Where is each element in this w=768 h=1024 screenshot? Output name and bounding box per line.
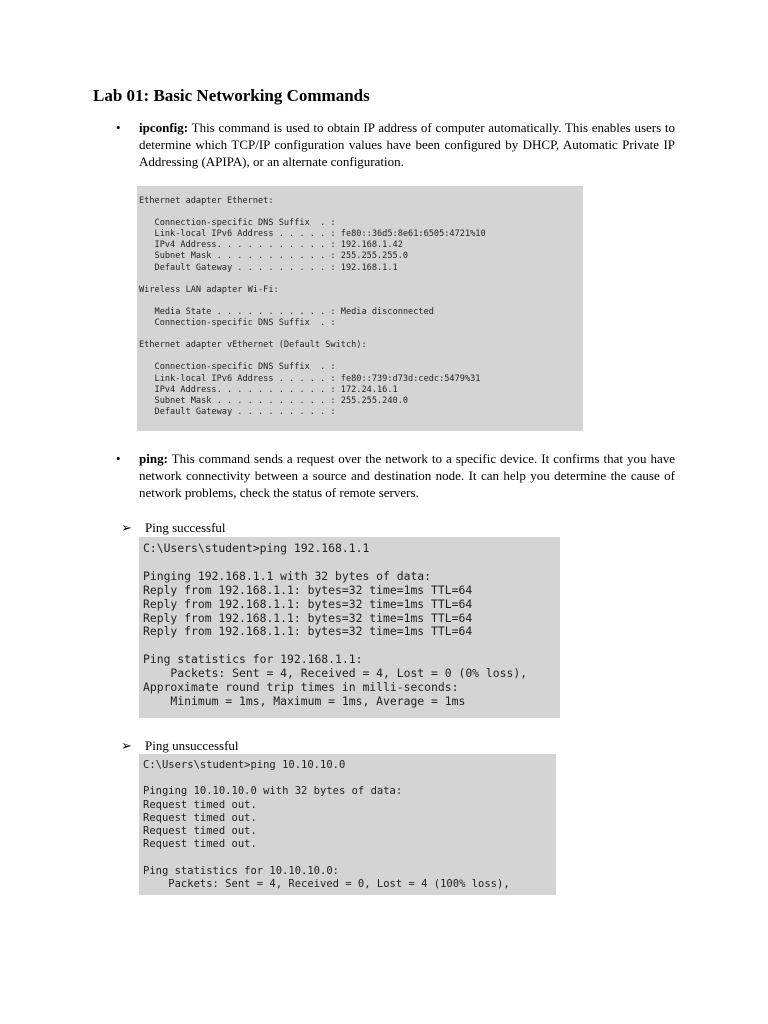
terminal-line: C:\Users\student>ping 192.168.1.1	[143, 541, 370, 555]
terminal-line: Request timed out.	[143, 811, 257, 824]
ping-term: ping:	[139, 451, 168, 466]
terminal-line: Packets: Sent = 4, Received = 4, Lost = 0 (0% loss),	[143, 666, 528, 681]
arrow-bullet-icon: ➢	[121, 738, 132, 753]
ipconfig-output	[137, 186, 583, 431]
terminal-line: C:\Users\student>ping 10.10.10.0	[143, 759, 346, 771]
terminal-line: IPv4 Address. . . . . . . . . . . : 192.168.1.42	[139, 240, 403, 251]
terminal-line	[139, 351, 583, 362]
bullet-icon: •	[116, 451, 121, 466]
terminal-line: Ethernet adapter Ethernet:	[139, 196, 274, 206]
terminal-line: Reply from 192.168.1.1: bytes=32 time=1ms TTL=64	[143, 596, 473, 611]
terminal-line: Default Gateway . . . . . . . . . : 192.168.1.1	[139, 262, 398, 273]
terminal-line	[143, 851, 556, 864]
terminal-line	[139, 274, 583, 285]
ping-successful-output	[139, 537, 560, 718]
terminal-line	[139, 207, 583, 218]
terminal-line: Ping statistics for 10.10.10.0:	[143, 864, 339, 877]
terminal-line: Connection-specific DNS Suffix . :	[139, 362, 336, 373]
terminal-line	[143, 639, 560, 653]
terminal-line: Reply from 192.168.1.1: bytes=32 time=1ms TTL=64	[143, 610, 473, 625]
ipconfig-description: This command is used to obtain IP address of computer automatically. This enables users to determine which TCP/IP configuration values have been configured by DHCP, Automatic Private IP Addressing (APIPA), or an alternate configuration.	[139, 120, 676, 169]
terminal-line: Link-local IPv6 Address . . . . . : fe80::739:d73d:cedc:5479%31	[139, 373, 481, 384]
terminal-line: Approximate round trip times in milli-seconds:	[143, 680, 459, 695]
terminal-line: Request timed out.	[143, 798, 257, 811]
ping-unsuccessful-output	[139, 754, 556, 895]
terminal-line	[139, 296, 583, 307]
terminal-line: Link-local IPv6 Address . . . . . : fe80::36d5:8e61:6505:4721%10	[139, 229, 486, 240]
terminal-line: Subnet Mask . . . . . . . . . . . : 255.255.255.0	[139, 251, 409, 262]
terminal-line	[143, 772, 556, 785]
terminal-line: Connection-specific DNS Suffix . :	[139, 318, 336, 329]
ping-unsuccessful-item	[121, 737, 239, 754]
terminal-line: Connection-specific DNS Suffix . :	[139, 218, 336, 229]
terminal-line: Reply from 192.168.1.1: bytes=32 time=1ms TTL=64	[143, 582, 473, 597]
bullet-icon: •	[116, 120, 121, 135]
ipconfig-bullet	[116, 119, 676, 170]
terminal-line: Wireless LAN adapter Wi-Fi:	[139, 284, 279, 295]
terminal-line: Ethernet adapter vEthernet (Default Switch):	[139, 340, 367, 351]
terminal-line	[143, 556, 560, 570]
terminal-line: Subnet Mask . . . . . . . . . . . : 255.255.240.0	[139, 395, 409, 406]
ping-unsuccessful-label: Ping unsuccessful	[145, 738, 239, 753]
ping-bullet	[116, 450, 675, 501]
terminal-line: Media State . . . . . . . . . . . : Media disconnected	[139, 306, 434, 317]
terminal-line: Request timed out.	[143, 825, 257, 838]
terminal-line: Reply from 192.168.1.1: bytes=32 time=1ms TTL=64	[143, 624, 473, 639]
terminal-line: Pinging 10.10.10.0 with 32 bytes of data:	[143, 785, 403, 798]
terminal-line: Packets: Sent = 4, Received = 0, Lost = 4 (100% loss),	[143, 877, 510, 890]
terminal-line: Request timed out.	[143, 838, 257, 851]
arrow-bullet-icon: ➢	[121, 520, 132, 535]
page-title: Lab 01: Basic Networking Commands	[93, 86, 370, 105]
ipconfig-term: ipconfig:	[139, 120, 189, 135]
ping-description: This command sends a request over the network to a specific device. It confirms that you have network connectivity between a source and destination node. It can help you determine the cause of network problems, check the status of remote servers.	[139, 451, 675, 500]
ping-successful-label: Ping successful	[145, 520, 226, 535]
terminal-line: Pinging 192.168.1.1 with 32 bytes of data:	[143, 568, 432, 583]
terminal-line: Default Gateway . . . . . . . . . :	[139, 406, 336, 417]
terminal-line: Minimum = 1ms, Maximum = 1ms, Average = 1ms	[143, 693, 466, 708]
terminal-line: IPv4 Address. . . . . . . . . . . : 172.24.16.1	[139, 384, 398, 395]
terminal-line	[139, 329, 583, 340]
ping-successful-item	[121, 519, 226, 536]
terminal-line: Ping statistics for 192.168.1.1:	[143, 652, 363, 667]
